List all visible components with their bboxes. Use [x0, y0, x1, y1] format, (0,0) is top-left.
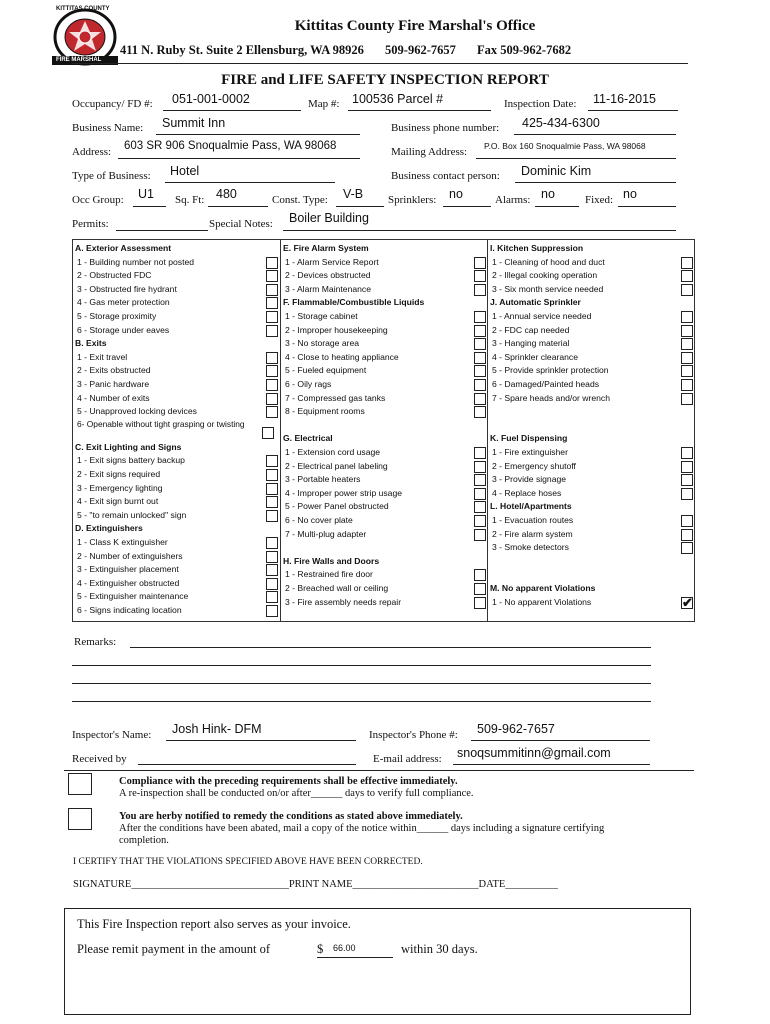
- checklist-item-label: 7 - Compressed gas tanks: [285, 392, 386, 403]
- checklist-item: [281, 500, 492, 514]
- checklist-item: [488, 324, 699, 338]
- business-phone-label: Business phone number:: [391, 122, 500, 134]
- checklist-section-heading: [73, 242, 282, 256]
- checklist-item: [281, 568, 492, 582]
- checkbox[interactable]: [266, 591, 278, 603]
- checklist-item-label: 1 - Building number not posted: [77, 256, 195, 267]
- checklist-item-label: 1 - Alarm Service Report: [285, 256, 379, 267]
- checkbox[interactable]: [474, 529, 486, 541]
- checklist-item-label: 4 - Improper power strip usage: [285, 487, 403, 498]
- checklist-item-label: 2 - Breached wall or ceiling: [285, 583, 389, 593]
- checklist-item: [281, 446, 492, 460]
- office-fax: Fax 509-962-7682: [477, 43, 572, 57]
- signature-line[interactable]: SIGNATURE______________________________PRINT NAME________________________DATE__________: [73, 879, 558, 890]
- checkbox[interactable]: [681, 352, 693, 364]
- checkbox[interactable]: [266, 564, 278, 576]
- checklist-item: [281, 283, 492, 297]
- logo-text-top: KITTITAS COUNTY: [56, 6, 110, 12]
- checklist-item: [73, 577, 284, 591]
- checklist-item-label: 2 - Devices obstructed: [285, 270, 371, 281]
- checklist-item-label: K. Fuel Dispensing: [490, 433, 568, 444]
- special-notes-field[interactable]: Boiler Building: [289, 211, 369, 225]
- checklist-item: [281, 351, 492, 365]
- type-field[interactable]: Hotel: [170, 164, 200, 178]
- sqft-label: Sq. Ft:: [175, 194, 205, 206]
- checkbox[interactable]: [681, 284, 693, 296]
- checklist-item: [73, 392, 284, 406]
- checklist-section-heading: [281, 432, 490, 446]
- checkbox[interactable]: [474, 379, 486, 391]
- checklist-item-label: 2 - Obstructed FDC: [77, 270, 152, 281]
- checklist-column-1: [73, 240, 280, 621]
- invoice-line-2: Please remit payment in the amount of: [77, 942, 271, 956]
- checklist-item-label: J. Automatic Sprinkler: [490, 297, 581, 308]
- checklist-item: [281, 310, 492, 324]
- checkbox[interactable]: [681, 338, 693, 350]
- checklist-item-label: 5 - Fueled equipment: [285, 365, 367, 376]
- remarks-line-1[interactable]: [130, 647, 651, 648]
- checklist-item: [73, 256, 284, 270]
- occ-group-label: Occ Group:: [72, 194, 124, 206]
- checklist-item-label: 3 - Smoke detectors: [492, 542, 569, 553]
- const-type-field[interactable]: V-B: [343, 187, 364, 201]
- sqft-field[interactable]: 480: [216, 187, 237, 201]
- checklist-item-label: 1 - Storage cabinet: [285, 311, 358, 321]
- checklist-item: [281, 487, 492, 501]
- checklist-section-heading: [73, 522, 282, 536]
- inspector-name-field[interactable]: Josh Hink- DFM: [172, 722, 262, 736]
- checklist-column-3: [487, 240, 695, 621]
- checklist-item: [488, 514, 699, 528]
- checklist-item: [488, 392, 699, 406]
- checkbox[interactable]: [474, 325, 486, 337]
- checklist-item: [488, 473, 699, 487]
- checklist-item-label: 3 - Panic hardware: [77, 379, 150, 389]
- checklist-item: [73, 550, 284, 564]
- checklist-item-label: 3 - Alarm Maintenance: [285, 283, 371, 294]
- checklist-item-label: 3 - Fire assembly needs repair: [285, 596, 402, 607]
- checklist-blank-row: [281, 541, 492, 555]
- inspector-phone-field[interactable]: 509-962-7657: [477, 722, 555, 736]
- checklist-item-label: 4 - Exit sign burnt out: [77, 496, 159, 507]
- checklist-item: [281, 364, 492, 378]
- section-rule: [64, 770, 694, 771]
- remarks-line-2[interactable]: [72, 665, 651, 666]
- checklist-item: [281, 256, 492, 270]
- checklist-item: [281, 269, 492, 283]
- checklist-item: [73, 563, 284, 577]
- checklist-item: [73, 351, 284, 365]
- checklist-item: [488, 487, 699, 501]
- email-field[interactable]: snoqsummitinn@gmail.com: [457, 746, 611, 760]
- checklist-section-heading: [488, 582, 697, 596]
- map-label: Map #:: [308, 98, 340, 110]
- checklist-item-label: 3 - Hanging material: [492, 338, 570, 349]
- checklist-item-label: I. Kitchen Suppression: [490, 243, 584, 253]
- checkbox[interactable]: [266, 365, 278, 377]
- checklist-section-heading: [488, 242, 697, 256]
- checklist-item: [281, 582, 492, 596]
- checked-checkbox[interactable]: ✔: [682, 594, 693, 610]
- office-phone: 509-962-7657: [385, 43, 456, 57]
- checklist-item: [281, 460, 492, 474]
- remarks-label: Remarks:: [74, 636, 117, 648]
- checkbox[interactable]: [266, 379, 278, 391]
- checklist-item-label: 1 - Exit signs battery backup: [77, 455, 185, 466]
- checklist-item-label: 6 - No cover plate: [285, 515, 353, 525]
- checklist-item-label: 2 - FDC cap needed: [492, 324, 570, 335]
- checklist-item: [281, 473, 492, 487]
- checklist-item: [73, 495, 284, 509]
- checklist-item: [73, 536, 284, 550]
- occupancy-label: Occupancy/ FD #:: [72, 98, 153, 110]
- checkbox[interactable]: [266, 406, 278, 418]
- checkbox[interactable]: [474, 569, 486, 581]
- invoice-line-1: This Fire Inspection report also serves as your invoice.: [77, 917, 351, 931]
- compliance-heading: Compliance with the preceding requirements shall be effective immediately.: [119, 776, 458, 787]
- checklist-item: [73, 269, 284, 283]
- remarks-line-3[interactable]: [72, 683, 651, 684]
- checklist-item: [488, 351, 699, 365]
- notify-heading: You are herby notified to remedy the conditions as stated above immediately.: [119, 811, 463, 822]
- checklist-item-label: G. Electrical: [283, 433, 333, 444]
- checklist-item: [73, 482, 284, 496]
- checklist-section-heading: [281, 296, 490, 310]
- checkbox[interactable]: [266, 393, 278, 405]
- checklist-item-label: 2 - Emergency shutoff: [492, 460, 576, 471]
- checklist-item: [488, 337, 699, 351]
- checklist-item: [281, 324, 492, 338]
- remarks-line-4[interactable]: [72, 701, 651, 702]
- checklist-item: [281, 405, 492, 419]
- sprinklers-field[interactable]: no: [449, 187, 463, 201]
- checklist-item-label: 4 - Replace hoses: [492, 487, 562, 498]
- checklist-item: [73, 590, 284, 604]
- checklist-item: [73, 283, 284, 297]
- checklist-item: [488, 269, 699, 283]
- checkbox[interactable]: [681, 488, 693, 500]
- checklist-item-label: 3 - Portable heaters: [285, 474, 361, 485]
- checklist-item: [281, 378, 492, 392]
- checkbox[interactable]: [266, 311, 278, 323]
- checklist-item-label: B. Exits: [75, 338, 107, 349]
- checklist-item-label: 1 - Fire extinguisher: [492, 447, 568, 457]
- alarms-field[interactable]: no: [541, 187, 555, 201]
- checklist-item: [73, 468, 284, 482]
- certify-statement: I CERTIFY THAT THE VIOLATIONS SPECIFIED ABOVE HAVE BEEN CORRECTED.: [73, 857, 423, 867]
- checklist-item-label: 3 - Obstructed fire hydrant: [77, 283, 177, 294]
- checkbox[interactable]: [681, 529, 693, 541]
- checklist-item-label: 1 - Extension cord usage: [285, 447, 381, 457]
- office-address-line: [120, 43, 589, 58]
- checklist-item-label: 4 - Number of exits: [77, 392, 150, 403]
- checklist-section-heading: [73, 337, 282, 351]
- map-field[interactable]: 100536 Parcel #: [352, 92, 444, 106]
- checklist-item-label: 2 - Exit signs required: [77, 469, 161, 479]
- office-title: Kittitas County Fire Marshal's Office: [294, 18, 536, 34]
- occupancy-field[interactable]: 051-001-0002: [172, 92, 250, 106]
- checkbox[interactable]: [681, 257, 693, 269]
- checklist-item: [488, 378, 699, 392]
- checkbox[interactable]: [266, 257, 278, 269]
- checklist-item: [488, 256, 699, 270]
- checklist-item-label: L. Hotel/Apartments: [490, 501, 572, 512]
- checkbox[interactable]: [681, 461, 693, 473]
- checklist-item: [73, 364, 284, 378]
- checkbox[interactable]: [474, 393, 486, 405]
- invoice-currency: $: [317, 942, 324, 956]
- checklist-item: [281, 514, 492, 528]
- checkbox[interactable]: [266, 325, 278, 337]
- checklist-item: [73, 509, 284, 523]
- checklist-item-label: 3 - Emergency lighting: [77, 482, 163, 493]
- checklist-blank-row: [488, 419, 699, 433]
- checklist-section-heading: [281, 242, 490, 256]
- checklist-item-label: 2 - Exits obstructed: [77, 365, 151, 376]
- checkbox[interactable]: [266, 284, 278, 296]
- checkbox[interactable]: [266, 551, 278, 563]
- checklist-section-heading: [488, 500, 697, 514]
- checklist-section-heading: [488, 432, 697, 446]
- checkbox[interactable]: [681, 311, 693, 323]
- checklist-item-label: 3 - Six month service needed: [492, 283, 604, 294]
- checklist-item-label: 2 - Fire alarm system: [492, 528, 573, 539]
- checkbox[interactable]: [474, 365, 486, 377]
- checklist-item: [281, 392, 492, 406]
- checklist-blank-row: [488, 405, 699, 419]
- checklist-item-label: 5 - Unapproved locking devices: [77, 406, 197, 417]
- checklist-item: [73, 454, 284, 468]
- checkbox[interactable]: [262, 427, 274, 439]
- compliance-checkbox[interactable]: [68, 773, 92, 795]
- checklist-item-label: 3 - Extinguisher placement: [77, 564, 179, 575]
- checklist-item-label: 4 - Close to heating appliance: [285, 351, 399, 362]
- invoice-line-3: within 30 days.: [401, 942, 478, 956]
- special-notes-label: Special Notes:: [209, 218, 273, 230]
- checklist-section-heading: [488, 296, 697, 310]
- checklist-column-2: [280, 240, 488, 621]
- checklist-item: [488, 283, 699, 297]
- mailing-label: Mailing Address:: [391, 146, 468, 158]
- checklist-item: [488, 541, 699, 555]
- checkbox[interactable]: [474, 257, 486, 269]
- received-by-field[interactable]: [138, 764, 356, 765]
- fixed-field[interactable]: no: [623, 187, 637, 201]
- checklist-item-label: 6 - Oily rags: [285, 379, 332, 389]
- checklist-item: [73, 604, 284, 618]
- violations-checklist: [72, 239, 695, 622]
- contact-field[interactable]: Dominic Kim: [521, 164, 592, 178]
- permits-field[interactable]: [116, 230, 208, 231]
- checkbox[interactable]: [681, 365, 693, 377]
- checkbox[interactable]: [474, 461, 486, 473]
- checkbox[interactable]: [474, 501, 486, 513]
- checkbox[interactable]: [681, 542, 693, 554]
- checklist-item-label: 1 - Cleaning of hood and duct: [492, 256, 605, 267]
- checklist-blank-row: [281, 419, 492, 433]
- permits-label: Permits:: [72, 218, 109, 230]
- checklist-blank-row: [488, 555, 699, 569]
- checkbox[interactable]: [474, 488, 486, 500]
- checklist-item: [73, 378, 284, 392]
- checkbox[interactable]: [474, 583, 486, 595]
- address-field[interactable]: 603 SR 906 Snoqualmie Pass, WA 98068: [124, 140, 337, 152]
- checklist-item-label: 4 - Gas meter protection: [77, 297, 170, 308]
- checkbox[interactable]: [266, 297, 278, 309]
- checkbox[interactable]: [266, 537, 278, 549]
- checklist-item: [281, 528, 492, 542]
- checklist-item-label: 4 - Sprinkler clearance: [492, 351, 578, 362]
- header-rule: [72, 63, 688, 64]
- checklist-item-label: H. Fire Walls and Doors: [283, 555, 380, 566]
- checklist-item-label: 3 - No storage area: [285, 338, 360, 349]
- checkbox[interactable]: [474, 447, 486, 459]
- checkbox[interactable]: [474, 597, 486, 609]
- const-type-label: Const. Type:: [272, 194, 328, 206]
- sprinklers-label: Sprinklers:: [388, 194, 437, 206]
- checklist-item-label: 6- Openable without tight grasping or twisting: [77, 418, 245, 429]
- inspector-phone-label: Inspector's Phone #:: [369, 729, 458, 741]
- checklist-item-label: C. Exit Lighting and Signs: [75, 441, 182, 452]
- checkbox[interactable]: [681, 393, 693, 405]
- checklist-item: [488, 310, 699, 324]
- checklist-item: [73, 310, 284, 324]
- alarms-label: Alarms:: [495, 194, 531, 206]
- checkbox[interactable]: [681, 325, 693, 337]
- checkbox[interactable]: [266, 510, 278, 522]
- contact-label: Business contact person:: [391, 170, 500, 182]
- invoice-box: [64, 908, 691, 1015]
- checkbox[interactable]: [474, 352, 486, 364]
- checklist-item-label: A. Exterior Assessment: [75, 243, 172, 253]
- checklist-item-label: 7 - Spare heads and/or wrench: [492, 392, 610, 403]
- email-label: E-mail address:: [373, 753, 442, 765]
- compliance-text: A re-inspection shall be conducted on/or after______ days to verify full compliance.: [119, 788, 474, 799]
- checklist-section-heading: [281, 555, 490, 569]
- checklist-item-label: 4 - Extinguisher obstructed: [77, 577, 180, 588]
- notify-text: After the conditions have been abated, mail a copy of the notice within______ days including a signature certifying: [119, 823, 605, 834]
- checklist-item: [488, 528, 699, 542]
- invoice-amount[interactable]: 66.00: [333, 943, 356, 953]
- checklist-item: [488, 460, 699, 474]
- address-label: Address:: [72, 146, 112, 158]
- checklist-item-label: 1 - Evacuation routes: [492, 515, 574, 525]
- checklist-item-label: 5 - Extinguisher maintenance: [77, 591, 189, 602]
- logo-text-bottom: FIRE MARSHAL: [56, 57, 102, 63]
- checkbox[interactable]: [266, 270, 278, 282]
- checkbox[interactable]: [266, 352, 278, 364]
- checklist-item-label: 5 - Storage proximity: [77, 311, 157, 321]
- checklist-item-label: 3 - Provide signage: [492, 474, 567, 485]
- checklist-item-label: 2 - Improper housekeeping: [285, 324, 388, 335]
- checkbox[interactable]: [681, 515, 693, 527]
- checklist-item-label: D. Extinguishers: [75, 523, 143, 534]
- checklist-item-label: 5 - "to remain unlocked" sign: [77, 509, 187, 520]
- type-label: Type of Business:: [72, 170, 151, 182]
- checkbox[interactable]: [266, 496, 278, 508]
- checklist-item-label: 1 - Restrained fire door: [285, 569, 373, 580]
- checkbox[interactable]: [681, 379, 693, 391]
- checkbox[interactable]: [474, 270, 486, 282]
- checklist-item-label: 1 - Annual service needed: [492, 311, 592, 321]
- report-title: FIRE and LIFE SAFETY INSPECTION REPORT: [221, 72, 549, 88]
- checklist-item-label: 5 - Provide sprinkler protection: [492, 365, 609, 376]
- office-address: 411 N. Ruby St. Suite 2 Ellensburg, WA 98926: [120, 43, 364, 57]
- checkbox[interactable]: [681, 474, 693, 486]
- checkbox[interactable]: [266, 483, 278, 495]
- received-by-label: Received by: [72, 753, 127, 765]
- checkbox[interactable]: [474, 311, 486, 323]
- checklist-item: [281, 596, 492, 610]
- inspector-name-label: Inspector's Name:: [72, 729, 152, 741]
- checkbox[interactable]: [474, 406, 486, 418]
- checkbox[interactable]: [474, 338, 486, 350]
- checklist-item-label: 6 - Storage under eaves: [77, 324, 170, 335]
- checklist-item: [488, 364, 699, 378]
- checklist-item-label: 1 - Class K extinguisher: [77, 537, 168, 547]
- checklist-item: [488, 446, 699, 460]
- checklist-item-label: F. Flammable/Combustible Liquids: [283, 297, 425, 308]
- business-name-label: Business Name:: [72, 122, 144, 134]
- inspection-date-label: Inspection Date:: [504, 98, 577, 110]
- checkbox[interactable]: [266, 578, 278, 590]
- business-name-field[interactable]: Summit Inn: [162, 116, 226, 130]
- checklist-item: [73, 405, 284, 419]
- checklist-item-label: 2 - Illegal cooking operation: [492, 270, 598, 281]
- checklist-item: [73, 419, 280, 441]
- checklist-item: [488, 596, 699, 610]
- mailing-field[interactable]: P.O. Box 160 Snoqualmie Pass, WA 98068: [484, 141, 646, 151]
- checklist-item-label: 2 - Electrical panel labeling: [285, 460, 388, 471]
- checkbox[interactable]: [474, 474, 486, 486]
- checkbox[interactable]: [266, 605, 278, 617]
- checkbox[interactable]: [681, 447, 693, 459]
- checkbox[interactable]: [266, 455, 278, 467]
- checklist-item: [281, 337, 492, 351]
- checkbox[interactable]: [681, 270, 693, 282]
- checklist-item-label: 1 - No apparent Violations: [492, 596, 592, 607]
- checkbox[interactable]: [266, 469, 278, 481]
- checklist-section-heading: [73, 441, 282, 455]
- checklist-item: [73, 296, 284, 310]
- notify-checkbox[interactable]: [68, 808, 92, 830]
- business-phone-field[interactable]: 425-434-6300: [522, 116, 600, 130]
- checklist-item-label: 5 - Power Panel obstructed: [285, 501, 389, 512]
- fixed-label: Fixed:: [585, 194, 614, 206]
- checklist-item-label: M. No apparent Violations: [490, 583, 596, 593]
- checklist-item-label: E. Fire Alarm System: [283, 243, 369, 253]
- inspection-date-field[interactable]: 11-16-2015: [593, 92, 657, 106]
- checklist-item-label: 6 - Signs indicating location: [77, 605, 182, 615]
- checklist-item: [73, 324, 284, 338]
- checklist-item-label: 8 - Equipment rooms: [285, 406, 365, 417]
- checkbox[interactable]: [474, 284, 486, 296]
- checklist-item-label: 6 - Damaged/Painted heads: [492, 379, 600, 389]
- notify-text-2: completion.: [119, 835, 169, 846]
- checkbox[interactable]: [474, 515, 486, 527]
- checklist-item-label: 2 - Number of extinguishers: [77, 550, 183, 561]
- checklist-item-label: 1 - Exit travel: [77, 351, 128, 362]
- checklist-blank-row: [488, 568, 699, 582]
- checklist-item-label: 7 - Multi-plug adapter: [285, 528, 367, 539]
- occ-group-field[interactable]: U1: [138, 187, 154, 201]
